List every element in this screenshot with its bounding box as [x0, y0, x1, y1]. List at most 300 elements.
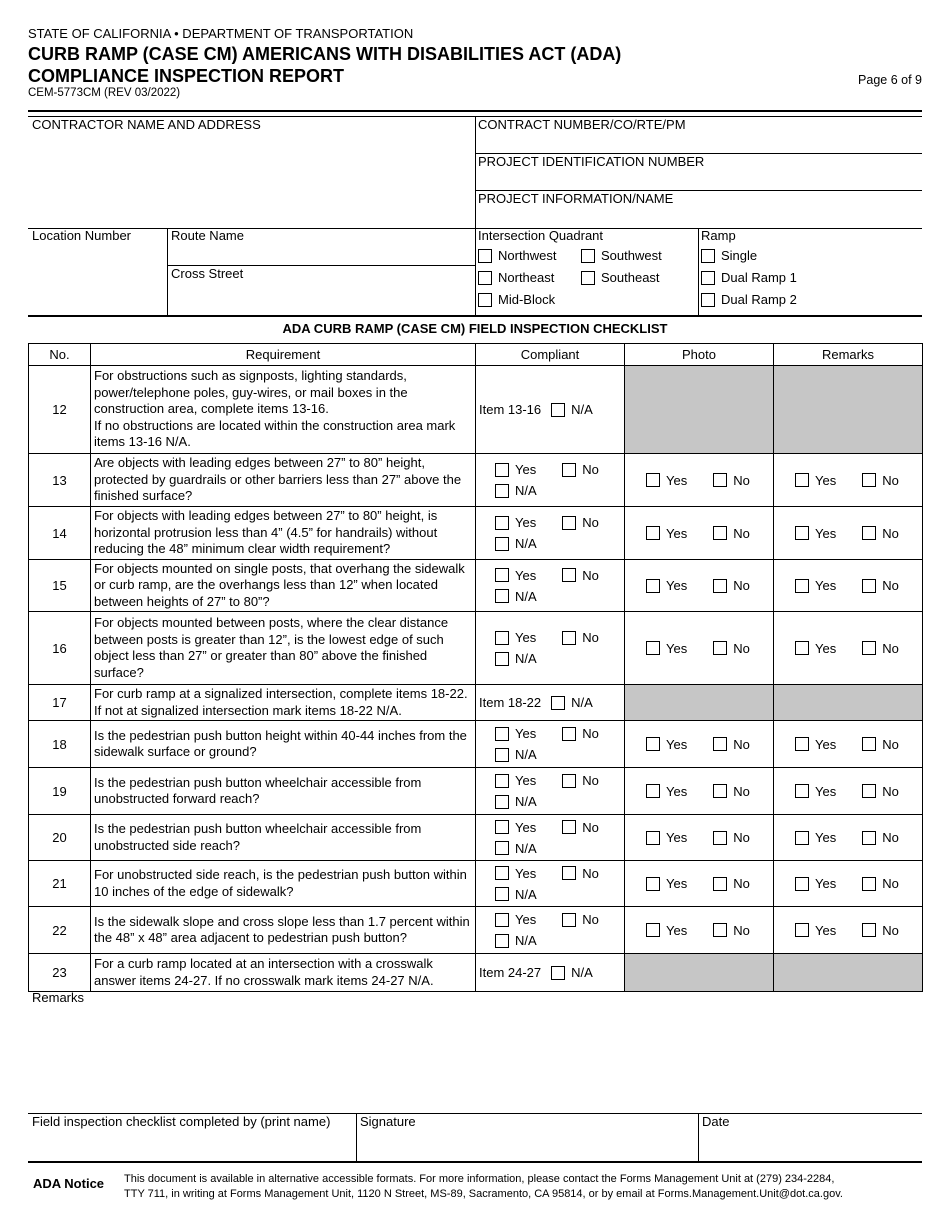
project-info-field[interactable]: PROJECT INFORMATION/NAME: [478, 191, 674, 206]
row-remarks: [774, 721, 923, 768]
no-label: No: [882, 640, 899, 656]
form-title-line2: COMPLIANCE INSPECTION REPORT: [28, 66, 345, 86]
row-compliant: [476, 768, 625, 815]
requirement-text: Are objects with leading edges between 27” to 80” height, protected by guardrails or other barriers less than 27” above the finished surface?: [94, 455, 462, 504]
contract-number-field[interactable]: CONTRACT NUMBER/CO/RTE/PM: [478, 117, 686, 132]
no-label: No: [582, 726, 599, 741]
checkbox[interactable]: [478, 271, 492, 285]
checkbox[interactable]: [495, 866, 509, 880]
no-label: No: [582, 462, 599, 477]
row-requirement: [91, 815, 476, 861]
row-compliant: [476, 454, 625, 507]
photo-yes-no: [628, 876, 770, 891]
checkbox[interactable]: [495, 887, 509, 901]
na-row: [495, 586, 621, 607]
item-na-group: [479, 695, 621, 710]
row-number: 13: [29, 454, 91, 507]
yes-label: Yes: [515, 912, 537, 927]
compliant-options: [479, 770, 621, 812]
row-requirement: [91, 721, 476, 768]
ramp-single[interactable]: Single: [701, 248, 757, 263]
checkbox[interactable]: [562, 774, 576, 788]
requirement-text: For objects mounted between posts, where the clear distance between posts is greater than 12”, is the lowest edge of such object less than 27” or greater than 80” above the finished surface?: [94, 615, 449, 680]
row-remarks-disabled: [774, 685, 923, 721]
checkbox[interactable]: [701, 271, 715, 285]
requirement-text: Is the pedestrian push button wheelchair accessible from unobstructed forward reach?: [94, 774, 422, 806]
row-compliant: [476, 507, 625, 560]
checkbox[interactable]: [495, 774, 509, 788]
row-number: 19: [29, 768, 91, 815]
checkbox[interactable]: [795, 831, 809, 845]
na-label: N/A: [515, 840, 537, 856]
row-number: 23: [29, 954, 91, 992]
checkbox[interactable]: [562, 866, 576, 880]
na-row: [495, 648, 621, 669]
yes-label: Yes: [515, 819, 537, 835]
item-na-group: [479, 402, 621, 417]
compliant-options: [479, 565, 621, 607]
yes-label: Yes: [515, 773, 537, 788]
row-compliant: [476, 861, 625, 907]
checkbox[interactable]: [701, 293, 715, 307]
yes-label: Yes: [666, 922, 688, 938]
compliant-options: [479, 512, 621, 554]
row-photo: [625, 815, 774, 861]
row-number: 14: [29, 507, 91, 560]
divider: [28, 228, 922, 229]
row-remarks: [774, 560, 923, 612]
checkbox[interactable]: [562, 463, 576, 477]
ada-notice-line1: This document is available in alternative accessible formats. For more information, please contact the Forms Management Unit at (279) 234-2284,: [124, 1173, 835, 1185]
row-remarks-disabled: [774, 366, 923, 454]
remarks-yes-no: [777, 784, 919, 799]
checkbox[interactable]: [495, 934, 509, 948]
yes-no-row: [495, 459, 621, 480]
checkbox[interactable]: [795, 641, 809, 655]
quadrant-northeast[interactable]: Northeast: [478, 270, 554, 285]
checkbox[interactable]: [795, 784, 809, 798]
yes-label: Yes: [515, 726, 537, 741]
requirement-text: For objects mounted on single posts, that overhang the sidewalk or curb ramp, are the overhangs less than 12” when located between heights of 27” to 80”?: [94, 560, 465, 609]
checkbox[interactable]: [495, 795, 509, 809]
yes-label: Yes: [815, 783, 837, 799]
requirement-text: Is the sidewalk slope and cross slope less than 1.7 percent within the 48” x 48” area adjacent to pedestrian push button?: [94, 913, 470, 945]
checkbox[interactable]: [478, 249, 492, 263]
no-label: No: [582, 819, 599, 835]
row-remarks: [774, 507, 923, 560]
row-requirement: [91, 454, 476, 507]
photo-yes-no: [628, 923, 770, 938]
yes-label: Yes: [815, 640, 837, 656]
na-option[interactable]: [551, 965, 593, 980]
yes-label: Yes: [666, 783, 688, 799]
compliant-options: [479, 459, 621, 501]
ramp-dual-1[interactable]: Dual Ramp 1: [701, 270, 797, 285]
checkbox[interactable]: [495, 516, 509, 530]
checkbox[interactable]: [862, 579, 876, 593]
na-row: [495, 744, 621, 765]
yes-label: Yes: [815, 830, 837, 845]
checklist-row: [29, 685, 923, 721]
yes-no-row: [495, 565, 621, 586]
checkbox[interactable]: [646, 831, 660, 845]
checkbox[interactable]: [581, 249, 595, 263]
checkbox[interactable]: [795, 579, 809, 593]
checkbox[interactable]: [713, 473, 727, 487]
checklist-row: [29, 612, 923, 685]
remarks-yes-no: [777, 830, 919, 845]
checkbox[interactable]: [478, 293, 492, 307]
checkbox[interactable]: [551, 403, 565, 417]
row-remarks-disabled: [774, 954, 923, 992]
checkbox[interactable]: [495, 631, 509, 645]
yes-label: Yes: [666, 525, 688, 541]
divider: [698, 1113, 699, 1161]
row-photo-disabled: [625, 366, 774, 454]
checkbox[interactable]: [795, 923, 809, 937]
footer-divider: [28, 1161, 922, 1163]
no-label: No: [882, 830, 899, 845]
checkbox[interactable]: [495, 589, 509, 603]
na-label: N/A: [571, 402, 593, 417]
checkbox[interactable]: [862, 923, 876, 937]
yes-label: Yes: [515, 865, 537, 881]
checkbox[interactable]: [795, 526, 809, 540]
checkbox[interactable]: [495, 748, 509, 762]
checkbox[interactable]: [713, 579, 727, 593]
na-row: [495, 480, 621, 501]
checklist-row: [29, 454, 923, 507]
row-compliant: [476, 366, 625, 454]
quadrant-southeast[interactable]: Southeast: [581, 270, 660, 285]
checkbox[interactable]: [646, 526, 660, 540]
checkbox[interactable]: [646, 737, 660, 751]
checkbox[interactable]: [562, 516, 576, 530]
checkbox[interactable]: [562, 568, 576, 582]
na-row: [495, 533, 621, 554]
checkbox[interactable]: [795, 473, 809, 487]
row-requirement: [91, 907, 476, 954]
row-photo: [625, 507, 774, 560]
row-number: 20: [29, 815, 91, 861]
photo-yes-no: [628, 578, 770, 593]
project-id-field[interactable]: PROJECT IDENTIFICATION NUMBER: [478, 154, 705, 169]
checklist-row: [29, 721, 923, 768]
form-title: [28, 43, 788, 87]
no-label: No: [882, 736, 899, 752]
ramp-label: Ramp: [701, 228, 736, 243]
na-label: N/A: [515, 483, 537, 498]
na-label: N/A: [515, 588, 537, 604]
checkbox[interactable]: [495, 913, 509, 927]
row-number: 22: [29, 907, 91, 954]
ramp-dual-2[interactable]: Dual Ramp 2: [701, 292, 797, 307]
checklist-row: [29, 768, 923, 815]
checklist-row: [29, 815, 923, 861]
na-row: [495, 884, 621, 905]
route-name-field[interactable]: Route Name: [171, 228, 244, 243]
yes-label: Yes: [815, 525, 837, 541]
checkbox[interactable]: [646, 784, 660, 798]
yes-label: Yes: [666, 736, 688, 752]
no-label: No: [882, 525, 899, 541]
no-label: No: [882, 578, 899, 593]
date-field[interactable]: Date: [702, 1114, 730, 1129]
requirement-text: Is the pedestrian push button wheelchair accessible from unobstructed side reach?: [94, 821, 422, 853]
yes-no-row: [495, 909, 621, 930]
row-compliant: [476, 907, 625, 954]
row-requirement: [91, 685, 476, 721]
compliant-options: [479, 627, 621, 669]
row-requirement: [91, 768, 476, 815]
row-number: 21: [29, 861, 91, 907]
remarks-yes-no: [777, 473, 919, 488]
quadrant-northwest[interactable]: Northwest: [478, 248, 557, 263]
quadrant-southwest[interactable]: Southwest: [581, 248, 662, 263]
compliant-options: [479, 817, 621, 859]
checkbox[interactable]: [713, 737, 727, 751]
row-photo: [625, 612, 774, 685]
remarks-yes-no: [777, 578, 919, 593]
checkbox[interactable]: [713, 877, 727, 891]
checklist-row: [29, 954, 923, 992]
checkbox[interactable]: [495, 820, 509, 834]
yes-label: Yes: [666, 578, 688, 593]
checkbox[interactable]: [495, 463, 509, 477]
yes-label: Yes: [515, 515, 537, 530]
checkbox[interactable]: [495, 727, 509, 741]
yes-label: Yes: [515, 630, 537, 645]
yes-label: Yes: [815, 472, 837, 488]
row-compliant: [476, 954, 625, 992]
form-number: CEM-5773CM (REV 03/2022): [28, 87, 181, 99]
row-remarks: [774, 768, 923, 815]
photo-yes-no: [628, 737, 770, 752]
yes-label: Yes: [815, 876, 837, 891]
item-range-label: Item 18-22: [479, 695, 542, 710]
checklist-header-row: [29, 344, 923, 366]
row-photo-disabled: [625, 685, 774, 721]
row-compliant: [476, 815, 625, 861]
no-label: No: [582, 567, 599, 583]
page-number: Page 6 of 9: [858, 73, 922, 87]
checkbox[interactable]: [551, 966, 565, 980]
checkbox[interactable]: [562, 631, 576, 645]
row-photo: [625, 768, 774, 815]
checkbox[interactable]: [562, 727, 576, 741]
requirement-text: For unobstructed side reach, is the pedestrian push button within 10 inches of the edge of sidewalk?: [94, 867, 467, 899]
na-label: N/A: [515, 886, 537, 902]
na-label: N/A: [571, 695, 593, 710]
divider: [167, 228, 168, 316]
remarks-yes-no: [777, 737, 919, 752]
column-header-compliant: Compliant: [476, 344, 625, 366]
yes-no-row: [495, 723, 621, 744]
agency-name: STATE OF CALIFORNIA • DEPARTMENT OF TRANSPORTATION: [28, 26, 414, 41]
remarks-area[interactable]: [28, 1008, 922, 1112]
header-divider: [28, 110, 922, 112]
checkbox[interactable]: [646, 923, 660, 937]
checkbox[interactable]: [646, 641, 660, 655]
yes-label: Yes: [666, 640, 688, 656]
checkbox[interactable]: [495, 652, 509, 666]
row-number: 15: [29, 560, 91, 612]
checklist-row: [29, 560, 923, 612]
no-label: No: [582, 912, 599, 927]
row-photo: [625, 560, 774, 612]
na-row: [495, 930, 621, 951]
row-compliant: [476, 685, 625, 721]
item-range-label: Item 24-27: [479, 965, 542, 980]
remarks-yes-no: [777, 526, 919, 541]
contractor-field[interactable]: CONTRACTOR NAME AND ADDRESS: [32, 117, 261, 132]
checklist-row: [29, 366, 923, 454]
no-label: No: [733, 525, 750, 541]
no-label: No: [882, 922, 899, 938]
requirement-text: For objects with leading edges between 27” to 80” height, is horizontal protrusion less than 4” (4.5” for handrails) without reducing the 48” minimum clear width requirement?: [94, 508, 438, 557]
ada-notice-line2: TTY 711, in writing at Forms Management Unit, 1120 N Street, MS-89, Sacramento, CA 95814, or by email at Forms.Management.Unit@dot.ca.gov.: [124, 1188, 843, 1200]
row-photo-disabled: [625, 954, 774, 992]
checkbox[interactable]: [862, 784, 876, 798]
checkbox[interactable]: [862, 737, 876, 751]
checklist-table: [28, 343, 923, 992]
row-photo: [625, 721, 774, 768]
item-na-group: [479, 965, 621, 980]
checkbox[interactable]: [713, 923, 727, 937]
item-range-label: Item 13-16: [479, 402, 542, 417]
yes-no-row: [495, 512, 621, 533]
no-label: No: [882, 783, 899, 799]
no-label: No: [882, 472, 899, 488]
photo-yes-no: [628, 641, 770, 656]
no-label: No: [582, 865, 599, 881]
row-photo: [625, 861, 774, 907]
no-label: No: [582, 773, 599, 788]
yes-label: Yes: [815, 736, 837, 752]
na-label: N/A: [571, 965, 593, 980]
checkbox[interactable]: [646, 877, 660, 891]
column-header-remarks: Remarks: [774, 344, 923, 366]
yes-label: Yes: [815, 578, 837, 593]
checkbox[interactable]: [581, 271, 595, 285]
checkbox[interactable]: [495, 537, 509, 551]
column-header-photo: Photo: [625, 344, 774, 366]
checklist-row: [29, 907, 923, 954]
checklist-row: [29, 861, 923, 907]
na-label: N/A: [515, 794, 537, 809]
no-label: No: [733, 783, 750, 799]
yes-no-row: [495, 863, 621, 884]
row-number: 12: [29, 366, 91, 454]
requirement-text: For obstructions such as signposts, lighting standards, power/telephone poles, guy-wires, or mail boxes in the construction area, complete items 13-16. If no obstructions are located within the construction area mark items 13-16 N/A.: [94, 368, 456, 450]
checkbox[interactable]: [646, 473, 660, 487]
cross-street-field[interactable]: Cross Street: [171, 266, 244, 281]
checkbox[interactable]: [862, 641, 876, 655]
remarks-yes-no: [777, 876, 919, 891]
yes-label: Yes: [666, 876, 688, 891]
no-label: No: [733, 876, 750, 891]
checkbox[interactable]: [562, 913, 576, 927]
na-label: N/A: [515, 651, 537, 666]
row-compliant: [476, 560, 625, 612]
checklist-row: [29, 507, 923, 560]
row-photo: [625, 907, 774, 954]
row-remarks: [774, 907, 923, 954]
row-remarks: [774, 612, 923, 685]
checkbox[interactable]: [862, 473, 876, 487]
row-remarks: [774, 454, 923, 507]
photo-yes-no: [628, 784, 770, 799]
checkbox[interactable]: [862, 877, 876, 891]
yes-label: Yes: [515, 567, 537, 583]
checkbox[interactable]: [701, 249, 715, 263]
na-row: [495, 838, 621, 859]
yes-label: Yes: [666, 472, 688, 488]
quadrant-midblock[interactable]: Mid-Block: [478, 292, 555, 307]
row-requirement: [91, 861, 476, 907]
na-label: N/A: [515, 536, 537, 551]
completed-by-field[interactable]: Field inspection checklist completed by (print name): [32, 1114, 331, 1129]
checkbox[interactable]: [862, 526, 876, 540]
remarks-yes-no: [777, 641, 919, 656]
row-number: 18: [29, 721, 91, 768]
remarks-label: Remarks: [32, 990, 85, 1005]
na-option[interactable]: [551, 695, 593, 710]
checkbox[interactable]: [551, 696, 565, 710]
photo-yes-no: [628, 473, 770, 488]
row-requirement: [91, 366, 476, 454]
checkbox[interactable]: [646, 579, 660, 593]
checkbox[interactable]: [713, 641, 727, 655]
yes-label: Yes: [515, 462, 537, 477]
divider: [698, 228, 699, 316]
photo-yes-no: [628, 526, 770, 541]
no-label: No: [733, 736, 750, 752]
checkbox[interactable]: [562, 820, 576, 834]
checkbox[interactable]: [713, 526, 727, 540]
no-label: No: [733, 578, 750, 593]
checkbox[interactable]: [795, 877, 809, 891]
row-photo: [625, 454, 774, 507]
na-label: N/A: [515, 747, 537, 762]
row-requirement: [91, 560, 476, 612]
checkbox[interactable]: [495, 568, 509, 582]
compliant-options: [479, 909, 621, 951]
signature-field[interactable]: Signature: [360, 1114, 416, 1129]
remarks-yes-no: [777, 923, 919, 938]
photo-yes-no: [628, 830, 770, 845]
location-number-field[interactable]: Location Number: [32, 228, 131, 243]
row-compliant: [476, 612, 625, 685]
checkbox[interactable]: [862, 831, 876, 845]
checkbox[interactable]: [495, 484, 509, 498]
info-divider: [475, 116, 476, 316]
no-label: No: [733, 640, 750, 656]
checkbox[interactable]: [795, 737, 809, 751]
no-label: No: [582, 630, 599, 645]
yes-label: Yes: [815, 922, 837, 938]
requirement-text: For a curb ramp located at an intersection with a crosswalk answer items 24-27. If no crosswalk mark items 24-27 N/A.: [94, 956, 434, 988]
no-label: No: [582, 515, 599, 530]
form-title-line1: CURB RAMP (CASE CM) AMERICANS WITH DISABILITIES ACT (ADA): [28, 44, 622, 64]
checkbox[interactable]: [713, 784, 727, 798]
row-compliant: [476, 721, 625, 768]
checkbox[interactable]: [495, 841, 509, 855]
row-requirement: [91, 507, 476, 560]
na-option[interactable]: [551, 402, 593, 417]
compliant-options: [479, 863, 621, 905]
checkbox[interactable]: [713, 831, 727, 845]
